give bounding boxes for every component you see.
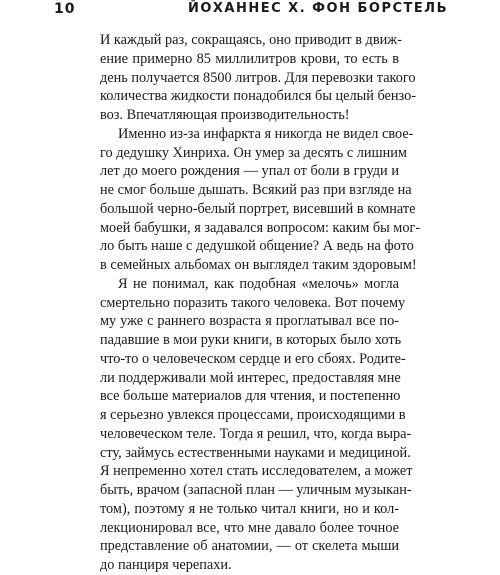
text-line: падавшие в мои руки книги, в которых было хоть bbox=[100, 332, 402, 348]
text-line: смертельно поразить такого человека. Вот почему bbox=[100, 294, 406, 311]
text-line: я серьезно увлекся процессами, происходящими в bbox=[100, 407, 406, 423]
text-line: в семейных альбомах он выглядел таким здоровым! bbox=[100, 257, 417, 273]
text-line: быть, врачом (запасной план — уличным музыкан- bbox=[100, 482, 412, 498]
text-line: представление об анатомии, — от скелета мыши bbox=[100, 538, 399, 555]
text-line: все больше материалов для чтения, и постепенно bbox=[100, 388, 401, 405]
text-line: И каждый раз, сокращаясь, оно приводит в движ- bbox=[100, 32, 402, 48]
text-line: Я не понимал, как подобная «мелочь» могла bbox=[118, 275, 399, 292]
page-number: 10 bbox=[54, 1, 76, 17]
text-line: количества жидкости понадобился бы целый бензо- bbox=[100, 88, 417, 105]
text-line: лекционировал все, что мне давало более точное bbox=[100, 519, 399, 536]
text-line: го дедушку Хинриха. Он умер за десять с лишним bbox=[100, 144, 407, 161]
text-line: большой черно-белый портрет, висевший в комнате bbox=[100, 200, 416, 217]
text-line: воз. Впечатляющая производительность! bbox=[100, 107, 350, 123]
text-line: моей бабушки, я задавался вопросом: каким бы мог- bbox=[100, 219, 421, 236]
text-line: ение примерно 85 миллилитров крови, то есть в bbox=[100, 50, 399, 67]
text-line: ли поддерживали мой интерес, предоставляя мне bbox=[100, 369, 401, 386]
text-line: сту, займусь естественными науками и медициной. bbox=[100, 444, 411, 461]
text-line: том), поэтому я не только читал книги, но и кол- bbox=[100, 500, 399, 517]
text-line: день получается 8500 литров. Для перевозки такого bbox=[100, 69, 416, 86]
text-line: Именно из-за инфаркта я никогда не видел свое- bbox=[118, 125, 414, 142]
text-line: ло быть наше с дедушкой общение? А ведь на фото bbox=[100, 238, 414, 255]
text-line: что-то о человеческом сердце и его сбоях. Родите- bbox=[100, 350, 406, 367]
text-line: Я непременно хотел стать исследователем, а может bbox=[100, 463, 413, 480]
body-text bbox=[100, 31, 421, 575]
text-line: до панциря черепахи. bbox=[100, 557, 232, 573]
text-line: лет до моего рождения — упал от боли в груди и bbox=[100, 163, 399, 180]
text-line: му уже с раннего возраста я проглатывал все по- bbox=[100, 313, 399, 330]
text-line: не смог больше дышать. Всякий раз при взгляде на bbox=[100, 182, 412, 198]
running-head: ЙОХАННЕС Х. ФОН БОРСТЕЛЬ bbox=[187, 1, 448, 16]
text-line: человеческом теле. Тогда я решил, что, когда выра- bbox=[100, 425, 412, 442]
